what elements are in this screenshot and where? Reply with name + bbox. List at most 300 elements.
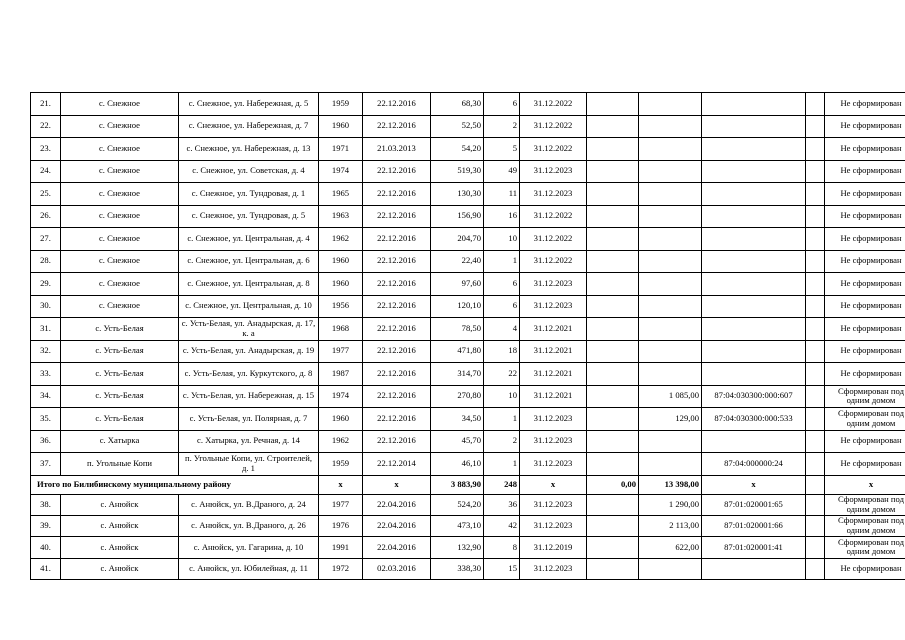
area-cell: 22,40 — [431, 250, 484, 273]
land-area-cell — [639, 250, 702, 273]
row-number: 29. — [31, 273, 61, 296]
address-cell: с. Анюйск, ул. Юбилейная, д. 11 — [179, 558, 319, 579]
col12-cell — [806, 250, 825, 273]
status-cell: Не сформирован — [825, 318, 905, 341]
col12-cell — [806, 385, 825, 408]
deadline-cell: 31.12.2023 — [520, 273, 587, 296]
total-col12 — [806, 475, 825, 494]
date-cell: 22.12.2016 — [363, 318, 431, 341]
land-area-cell — [639, 273, 702, 296]
date-cell: 22.04.2016 — [363, 515, 431, 536]
land-area-cell — [639, 205, 702, 228]
count-cell: 36 — [484, 494, 520, 515]
land-area-cell — [639, 363, 702, 386]
land-area-cell — [639, 453, 702, 476]
year-cell: 1974 — [319, 385, 363, 408]
settlement-cell: с. Усть-Белая — [61, 318, 179, 341]
year-cell: 1960 — [319, 273, 363, 296]
land-area-cell: 1 290,00 — [639, 494, 702, 515]
year-cell: 1963 — [319, 205, 363, 228]
deadline-cell: 31.12.2022 — [520, 115, 587, 138]
land-area-cell — [639, 138, 702, 161]
col9-cell — [587, 430, 639, 453]
row-number: 25. — [31, 183, 61, 206]
status-cell: Сформирован под одним домом — [825, 537, 905, 558]
total-date: x — [363, 475, 431, 494]
settlement-cell: с. Снежное — [61, 205, 179, 228]
address-cell: с. Усть-Белая, ул. Куркутского, д. 8 — [179, 363, 319, 386]
total-land-area: 13 398,00 — [639, 475, 702, 494]
date-cell: 22.12.2016 — [363, 160, 431, 183]
status-cell: Не сформирован — [825, 558, 905, 579]
year-cell: 1977 — [319, 494, 363, 515]
cadastral-number-cell: 87:04:030300:000:533 — [702, 408, 806, 431]
land-area-cell — [639, 115, 702, 138]
address-cell: с. Снежное, ул. Набережная, д. 5 — [179, 93, 319, 116]
table-row — [31, 430, 905, 453]
deadline-cell: 31.12.2023 — [520, 430, 587, 453]
year-cell: 1987 — [319, 363, 363, 386]
cadastral-number-cell — [702, 295, 806, 318]
table-row — [31, 205, 905, 228]
area-cell: 46,10 — [431, 453, 484, 476]
address-cell: с. Снежное, ул. Центральная, д. 4 — [179, 228, 319, 251]
area-cell: 156,90 — [431, 205, 484, 228]
count-cell: 42 — [484, 515, 520, 536]
year-cell: 1972 — [319, 558, 363, 579]
settlement-cell: с. Хатырка — [61, 430, 179, 453]
area-cell: 130,30 — [431, 183, 484, 206]
count-cell: 5 — [484, 138, 520, 161]
area-cell: 204,70 — [431, 228, 484, 251]
col9-cell — [587, 115, 639, 138]
cadastral-number-cell — [702, 183, 806, 206]
address-cell: с. Снежное, ул. Советская, д. 4 — [179, 160, 319, 183]
total-col9: 0,00 — [587, 475, 639, 494]
date-cell: 22.12.2016 — [363, 115, 431, 138]
status-cell: Не сформирован — [825, 115, 905, 138]
col12-cell — [806, 273, 825, 296]
cadastral-number-cell: 87:01:020001:41 — [702, 537, 806, 558]
status-cell: Сформирован под одним домом — [825, 515, 905, 536]
count-cell: 6 — [484, 273, 520, 296]
deadline-cell: 31.12.2021 — [520, 318, 587, 341]
col9-cell — [587, 205, 639, 228]
status-cell: Не сформирован — [825, 138, 905, 161]
row-number: 26. — [31, 205, 61, 228]
count-cell: 16 — [484, 205, 520, 228]
col12-cell — [806, 558, 825, 579]
settlement-cell: с. Снежное — [61, 250, 179, 273]
area-cell: 270,80 — [431, 385, 484, 408]
col12-cell — [806, 228, 825, 251]
date-cell: 22.12.2016 — [363, 408, 431, 431]
area-cell: 52,50 — [431, 115, 484, 138]
deadline-cell: 31.12.2022 — [520, 138, 587, 161]
area-cell: 519,30 — [431, 160, 484, 183]
deadline-cell: 31.12.2023 — [520, 408, 587, 431]
settlement-cell: с. Усть-Белая — [61, 363, 179, 386]
row-number: 22. — [31, 115, 61, 138]
count-cell: 2 — [484, 430, 520, 453]
col12-cell — [806, 363, 825, 386]
table-row — [31, 515, 905, 536]
row-number: 21. — [31, 93, 61, 116]
table-body — [31, 93, 905, 580]
deadline-cell: 31.12.2023 — [520, 183, 587, 206]
cadastral-number-cell — [702, 363, 806, 386]
count-cell: 2 — [484, 115, 520, 138]
table-row — [31, 183, 905, 206]
area-cell: 68,30 — [431, 93, 484, 116]
address-cell: с. Снежное, ул. Набережная, д. 13 — [179, 138, 319, 161]
status-cell: Не сформирован — [825, 430, 905, 453]
address-cell: с. Снежное, ул. Набережная, д. 7 — [179, 115, 319, 138]
cadastral-number-cell — [702, 340, 806, 363]
table-row — [31, 408, 905, 431]
col9-cell — [587, 273, 639, 296]
row-number: 30. — [31, 295, 61, 318]
col9-cell — [587, 340, 639, 363]
col9-cell — [587, 295, 639, 318]
row-number: 37. — [31, 453, 61, 476]
status-cell: Сформирован под одним домом — [825, 408, 905, 431]
table-row — [31, 363, 905, 386]
col12-cell — [806, 93, 825, 116]
row-number: 40. — [31, 537, 61, 558]
date-cell: 22.12.2016 — [363, 295, 431, 318]
col12-cell — [806, 494, 825, 515]
count-cell: 1 — [484, 250, 520, 273]
area-cell: 471,80 — [431, 340, 484, 363]
year-cell: 1991 — [319, 537, 363, 558]
land-area-cell — [639, 318, 702, 341]
address-cell: с. Усть-Белая, ул. Набережная, д. 15 — [179, 385, 319, 408]
total-cadastral: x — [702, 475, 806, 494]
table-row — [31, 558, 905, 579]
housing-table — [30, 92, 905, 580]
deadline-cell: 31.12.2022 — [520, 228, 587, 251]
cadastral-number-cell — [702, 430, 806, 453]
cadastral-number-cell — [702, 115, 806, 138]
land-area-cell: 1 085,00 — [639, 385, 702, 408]
area-cell: 524,20 — [431, 494, 484, 515]
deadline-cell: 31.12.2022 — [520, 250, 587, 273]
date-cell: 22.12.2016 — [363, 183, 431, 206]
address-cell: с. Снежное, ул. Центральная, д. 6 — [179, 250, 319, 273]
deadline-cell: 31.12.2019 — [520, 537, 587, 558]
settlement-cell: с. Снежное — [61, 273, 179, 296]
status-cell: Не сформирован — [825, 160, 905, 183]
year-cell: 1976 — [319, 515, 363, 536]
cadastral-number-cell — [702, 228, 806, 251]
settlement-cell: с. Усть-Белая — [61, 340, 179, 363]
cadastral-number-cell: 87:04:000000:24 — [702, 453, 806, 476]
col12-cell — [806, 138, 825, 161]
row-number: 32. — [31, 340, 61, 363]
table-row — [31, 340, 905, 363]
table-row — [31, 453, 905, 476]
col9-cell — [587, 385, 639, 408]
date-cell: 22.12.2016 — [363, 273, 431, 296]
land-area-cell: 129,00 — [639, 408, 702, 431]
area-cell: 97,60 — [431, 273, 484, 296]
date-cell: 22.04.2016 — [363, 494, 431, 515]
year-cell: 1960 — [319, 115, 363, 138]
col12-cell — [806, 340, 825, 363]
area-cell: 78,50 — [431, 318, 484, 341]
area-cell: 473,10 — [431, 515, 484, 536]
deadline-cell: 31.12.2022 — [520, 205, 587, 228]
col12-cell — [806, 408, 825, 431]
area-cell: 338,30 — [431, 558, 484, 579]
table-row — [31, 250, 905, 273]
settlement-cell: п. Угольные Копи — [61, 453, 179, 476]
table-row — [31, 537, 905, 558]
row-number: 27. — [31, 228, 61, 251]
date-cell: 22.04.2016 — [363, 537, 431, 558]
col9-cell — [587, 363, 639, 386]
address-cell: с. Анюйск, ул. В.Драного, д. 26 — [179, 515, 319, 536]
year-cell: 1959 — [319, 453, 363, 476]
col12-cell — [806, 205, 825, 228]
col12-cell — [806, 160, 825, 183]
year-cell: 1962 — [319, 228, 363, 251]
settlement-cell: с. Усть-Белая — [61, 385, 179, 408]
deadline-cell: 31.12.2023 — [520, 160, 587, 183]
cadastral-number-cell — [702, 205, 806, 228]
col9-cell — [587, 160, 639, 183]
count-cell: 6 — [484, 295, 520, 318]
settlement-cell: с. Снежное — [61, 228, 179, 251]
settlement-cell: с. Анюйск — [61, 494, 179, 515]
deadline-cell: 31.12.2021 — [520, 363, 587, 386]
row-number: 24. — [31, 160, 61, 183]
year-cell: 1956 — [319, 295, 363, 318]
area-cell: 132,90 — [431, 537, 484, 558]
settlement-cell: с. Анюйск — [61, 537, 179, 558]
total-area: 3 883,90 — [431, 475, 484, 494]
col12-cell — [806, 515, 825, 536]
col12-cell — [806, 115, 825, 138]
row-number: 39. — [31, 515, 61, 536]
date-cell: 22.12.2016 — [363, 228, 431, 251]
cadastral-number-cell: 87:04:030300:000:607 — [702, 385, 806, 408]
cadastral-number-cell — [702, 273, 806, 296]
col9-cell — [587, 537, 639, 558]
area-cell: 34,50 — [431, 408, 484, 431]
count-cell: 6 — [484, 93, 520, 116]
total-row — [31, 475, 905, 494]
col12-cell — [806, 537, 825, 558]
col9-cell — [587, 318, 639, 341]
settlement-cell: с. Снежное — [61, 183, 179, 206]
area-cell: 45,70 — [431, 430, 484, 453]
area-cell: 120,10 — [431, 295, 484, 318]
settlement-cell: с. Снежное — [61, 295, 179, 318]
year-cell: 1977 — [319, 340, 363, 363]
cadastral-number-cell — [702, 558, 806, 579]
land-area-cell — [639, 183, 702, 206]
table-row — [31, 115, 905, 138]
table-row — [31, 318, 905, 341]
settlement-cell: с. Снежное — [61, 138, 179, 161]
count-cell: 1 — [484, 408, 520, 431]
address-cell: с. Снежное, ул. Центральная, д. 10 — [179, 295, 319, 318]
address-cell: с. Усть-Белая, ул. Анадырская, д. 17, к. а — [179, 318, 319, 341]
total-count: 248 — [484, 475, 520, 494]
year-cell: 1960 — [319, 250, 363, 273]
deadline-cell: 31.12.2023 — [520, 453, 587, 476]
col9-cell — [587, 250, 639, 273]
table-row — [31, 160, 905, 183]
count-cell: 1 — [484, 453, 520, 476]
deadline-cell: 31.12.2021 — [520, 385, 587, 408]
row-number: 38. — [31, 494, 61, 515]
deadline-cell: 31.12.2023 — [520, 558, 587, 579]
count-cell: 10 — [484, 228, 520, 251]
year-cell: 1965 — [319, 183, 363, 206]
col9-cell — [587, 138, 639, 161]
land-area-cell — [639, 295, 702, 318]
count-cell: 18 — [484, 340, 520, 363]
total-year: x — [319, 475, 363, 494]
col9-cell — [587, 228, 639, 251]
settlement-cell: с. Усть-Белая — [61, 408, 179, 431]
area-cell: 54,20 — [431, 138, 484, 161]
count-cell: 10 — [484, 385, 520, 408]
land-area-cell — [639, 558, 702, 579]
land-area-cell — [639, 228, 702, 251]
row-number: 36. — [31, 430, 61, 453]
year-cell: 1974 — [319, 160, 363, 183]
date-cell: 22.12.2016 — [363, 93, 431, 116]
address-cell: с. Анюйск, ул. В.Драного, д. 24 — [179, 494, 319, 515]
col9-cell — [587, 408, 639, 431]
col9-cell — [587, 183, 639, 206]
deadline-cell: 31.12.2023 — [520, 295, 587, 318]
col12-cell — [806, 430, 825, 453]
col9-cell — [587, 453, 639, 476]
cadastral-number-cell — [702, 93, 806, 116]
address-cell: с. Анюйск, ул. Гагарина, д. 10 — [179, 537, 319, 558]
total-status: x — [825, 475, 905, 494]
cadastral-number-cell — [702, 160, 806, 183]
table-row — [31, 138, 905, 161]
date-cell: 22.12.2016 — [363, 205, 431, 228]
deadline-cell: 31.12.2023 — [520, 515, 587, 536]
date-cell: 22.12.2016 — [363, 340, 431, 363]
count-cell: 4 — [484, 318, 520, 341]
table-row — [31, 295, 905, 318]
status-cell: Сформирован под одним домом — [825, 494, 905, 515]
count-cell: 15 — [484, 558, 520, 579]
status-cell: Не сформирован — [825, 453, 905, 476]
cadastral-number-cell — [702, 138, 806, 161]
status-cell: Не сформирован — [825, 205, 905, 228]
status-cell: Не сформирован — [825, 250, 905, 273]
table-row — [31, 494, 905, 515]
year-cell: 1968 — [319, 318, 363, 341]
status-cell: Не сформирован — [825, 93, 905, 116]
deadline-cell: 31.12.2023 — [520, 494, 587, 515]
col12-cell — [806, 183, 825, 206]
col12-cell — [806, 295, 825, 318]
col9-cell — [587, 93, 639, 116]
cadastral-number-cell — [702, 318, 806, 341]
status-cell: Не сформирован — [825, 228, 905, 251]
address-cell: с. Снежное, ул. Тундровая, д. 5 — [179, 205, 319, 228]
settlement-cell: с. Анюйск — [61, 558, 179, 579]
deadline-cell: 31.12.2022 — [520, 93, 587, 116]
address-cell: с. Хатырка, ул. Речная, д. 14 — [179, 430, 319, 453]
date-cell: 22.12.2016 — [363, 250, 431, 273]
row-number: 33. — [31, 363, 61, 386]
row-number: 35. — [31, 408, 61, 431]
address-cell: с. Снежное, ул. Тундровая, д. 1 — [179, 183, 319, 206]
row-number: 23. — [31, 138, 61, 161]
year-cell: 1959 — [319, 93, 363, 116]
row-number: 31. — [31, 318, 61, 341]
year-cell: 1962 — [319, 430, 363, 453]
row-number: 41. — [31, 558, 61, 579]
status-cell: Не сформирован — [825, 340, 905, 363]
land-area-cell — [639, 160, 702, 183]
date-cell: 21.03.2013 — [363, 138, 431, 161]
address-cell: с. Снежное, ул. Центральная, д. 8 — [179, 273, 319, 296]
area-cell: 314,70 — [431, 363, 484, 386]
land-area-cell — [639, 340, 702, 363]
table-row — [31, 385, 905, 408]
col9-cell — [587, 515, 639, 536]
settlement-cell: с. Анюйск — [61, 515, 179, 536]
cadastral-number-cell: 87:01:020001:65 — [702, 494, 806, 515]
housing-table-container — [30, 92, 904, 580]
count-cell: 49 — [484, 160, 520, 183]
total-deadline: x — [520, 475, 587, 494]
year-cell: 1960 — [319, 408, 363, 431]
address-cell: с. Усть-Белая, ул. Анадырская, д. 19 — [179, 340, 319, 363]
col12-cell — [806, 453, 825, 476]
date-cell: 22.12.2016 — [363, 385, 431, 408]
count-cell: 8 — [484, 537, 520, 558]
col12-cell — [806, 318, 825, 341]
settlement-cell: с. Снежное — [61, 93, 179, 116]
settlement-cell: с. Снежное — [61, 160, 179, 183]
table-row — [31, 228, 905, 251]
year-cell: 1971 — [319, 138, 363, 161]
land-area-cell — [639, 93, 702, 116]
date-cell: 22.12.2016 — [363, 363, 431, 386]
date-cell: 22.12.2016 — [363, 430, 431, 453]
status-cell: Не сформирован — [825, 363, 905, 386]
date-cell: 22.12.2014 — [363, 453, 431, 476]
address-cell: п. Угольные Копи, ул. Строителей, д. 1 — [179, 453, 319, 476]
col9-cell — [587, 558, 639, 579]
table-row — [31, 273, 905, 296]
address-cell: с. Усть-Белая, ул. Полярная, д. 7 — [179, 408, 319, 431]
total-label: Итого по Билибинскому муниципальному району — [31, 475, 319, 494]
status-cell: Не сформирован — [825, 295, 905, 318]
cadastral-number-cell — [702, 250, 806, 273]
table-row — [31, 93, 905, 116]
count-cell: 11 — [484, 183, 520, 206]
col9-cell — [587, 494, 639, 515]
status-cell: Не сформирован — [825, 183, 905, 206]
settlement-cell: с. Снежное — [61, 115, 179, 138]
status-cell: Не сформирован — [825, 273, 905, 296]
land-area-cell: 622,00 — [639, 537, 702, 558]
